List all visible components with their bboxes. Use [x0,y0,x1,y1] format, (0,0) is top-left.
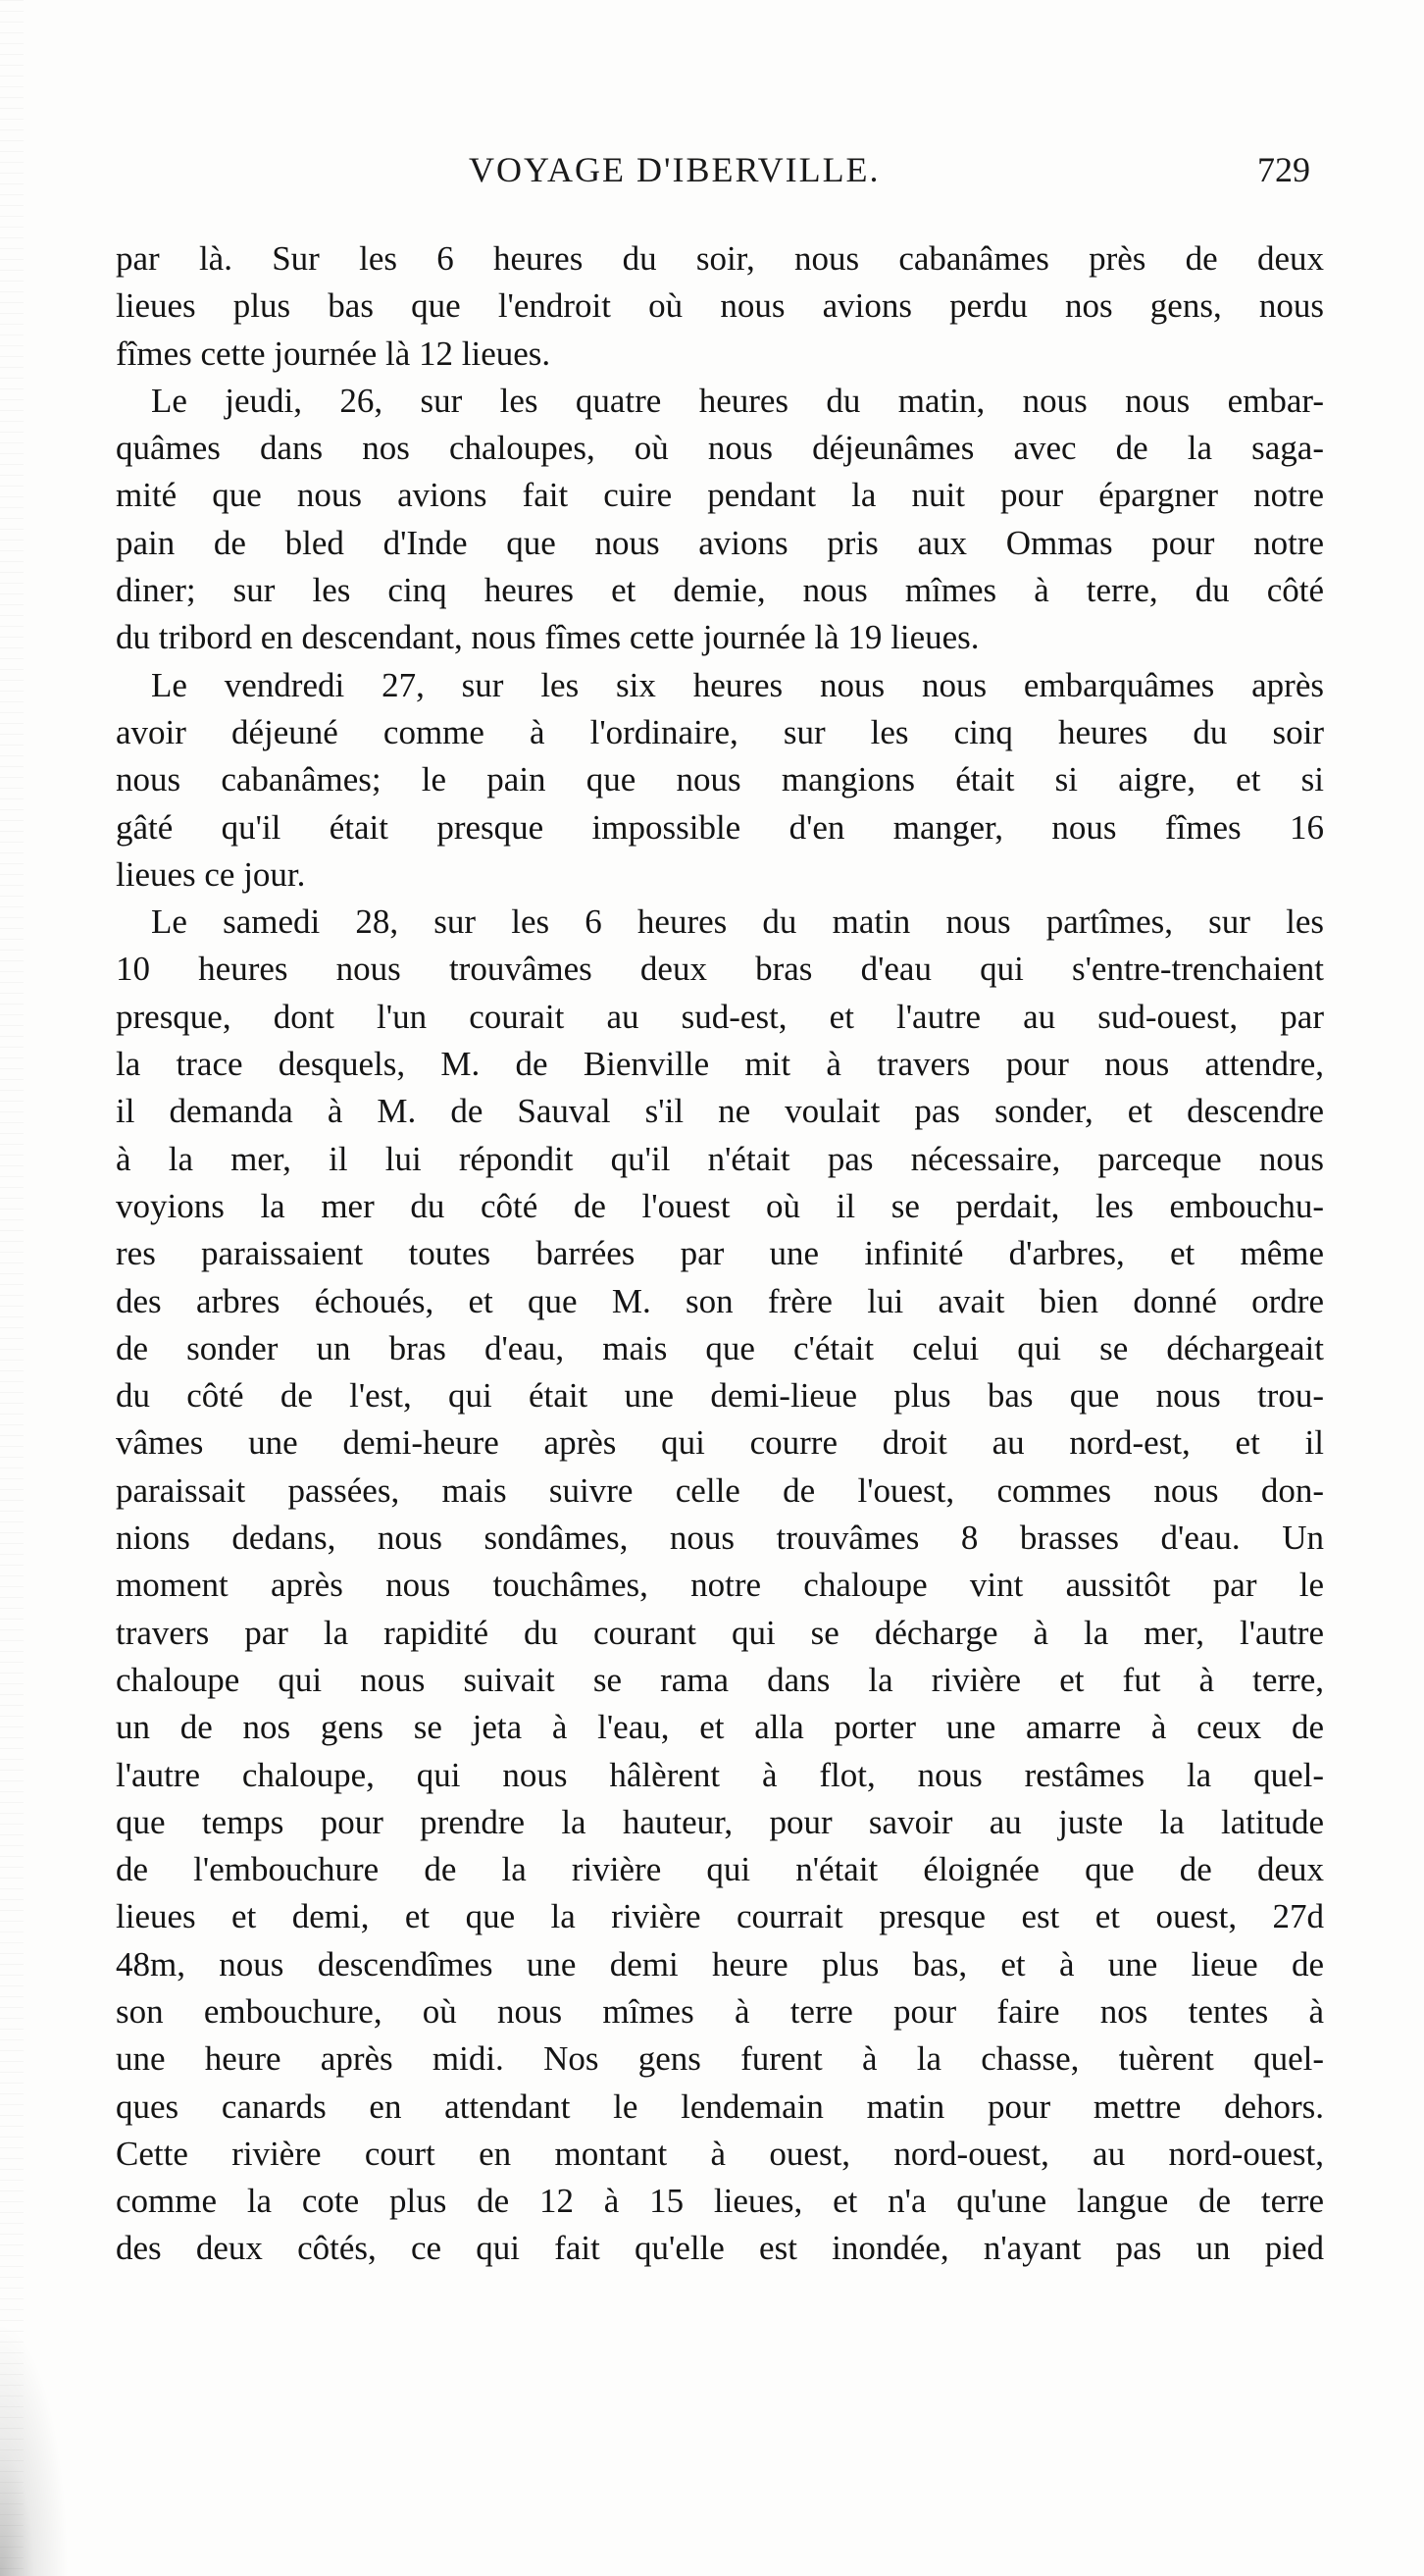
text-line: presque, dont l'un courait au sud-est, et l'autre au sud-ouest, par [116,997,1324,1036]
paragraph-3 [116,662,1324,899]
text-line: un de nos gens se jeta à l'eau, et alla porter une amarre à ceux de [116,1708,1324,1747]
text-line: par là. Sur les 6 heures du soir, nous cabanâmes près de deux [116,239,1324,278]
text-line: du côté de l'est, qui était une demi-lieue plus bas que nous trou- [116,1376,1324,1416]
text-line: mité que nous avions fait cuire pendant la nuit pour épargner notre [116,476,1324,515]
text-line: voyions la mer du côté de l'ouest où il se perdait, les embouchu- [116,1186,1324,1225]
text-line: que temps pour prendre la hauteur, pour savoir au juste la latitude [116,1802,1324,1841]
body-text [116,235,1324,2273]
running-title: VOYAGE D'IBERVILLE. [469,150,881,189]
text-line: son embouchure, où nous mîmes à terre pour faire nos tentes à [116,1991,1324,2031]
text-line: à la mer, il lui répondit qu'il n'était pas nécessaire, parceque nous [116,1139,1324,1178]
text-line: une heure après midi. Nos gens furent à la chasse, tuèrent quel- [116,2039,1324,2079]
text-line: 48m, nous descendîmes une demi heure plus bas, et à une lieue de [116,1944,1324,1984]
text-line: fîmes cette journée là 12 lieues. [116,334,551,373]
text-line: nions dedans, nous sondâmes, nous trouvâmes 8 brasses d'eau. Un [116,1519,1324,1558]
text-line: Le samedi 28, sur les 6 heures du matin nous partîmes, sur les [151,902,1324,942]
paragraph-1 [116,235,1324,378]
text-line: lieues et demi, et que la rivière courrait presque est et ouest, 27d [116,1897,1324,1936]
page-corner-smudge [0,2321,69,2576]
text-line: Cette rivière court en montant à ouest, nord-ouest, au nord-ouest, [116,2134,1324,2173]
text-line: lieues ce jour. [116,854,306,894]
text-line: l'autre chaloupe, qui nous hâlèrent à flot, nous restâmes la quel- [116,1755,1324,1794]
page-number: 729 [1257,150,1310,189]
text-line: avoir déjeuné comme à l'ordinaire, sur les cinq heures du soir [116,712,1324,751]
text-line: vâmes une demi-heure après qui courre droit au nord-est, et il [116,1423,1324,1463]
text-line: Le jeudi, 26, sur les quatre heures du matin, nous nous embar- [151,381,1324,420]
text-line: des arbres échoués, et que M. son frère lui avait bien donné ordre [116,1281,1324,1320]
page-edge-noise [0,0,24,2576]
text-line: la trace desquels, M. de Bienville mit à travers pour nous attendre, [116,1045,1324,1084]
running-header [126,149,1320,204]
text-line: moment après nous touchâmes, notre chaloupe vint aussitôt par le [116,1566,1324,1605]
text-line: du tribord en descendant, nous fîmes cette journée là 19 lieues. [116,618,980,657]
text-line: nous cabanâmes; le pain que nous mangions était si aigre, et si [116,760,1324,799]
text-line: ques canards en attendant le lendemain matin pour mettre dehors. [116,2087,1324,2126]
text-line: gâté qu'il était presque impossible d'en manger, nous fîmes 16 [116,807,1324,847]
text-line: chaloupe qui nous suivait se rama dans la rivière et fut à terre, [116,1660,1324,1699]
text-line: pain de bled d'Inde que nous avions pris aux Ommas pour notre [116,523,1324,562]
paragraph-4 [116,899,1324,2273]
text-line: de l'embouchure de la rivière qui n'était éloignée que de deux [116,1850,1324,1889]
text-line: Le vendredi 27, sur les six heures nous nous embarquâmes après [151,665,1324,704]
text-line: lieues plus bas que l'endroit où nous avions perdu nos gens, nous [116,286,1324,326]
text-line: 10 heures nous trouvâmes deux bras d'eau qui s'entre-trenchaient [116,950,1324,989]
text-line: il demanda à M. de Sauval s'il ne voulait pas sonder, et descendre [116,1092,1324,1131]
text-line: comme la cote plus de 12 à 15 lieues, et n'a qu'une langue de terre [116,2182,1324,2221]
text-line: diner; sur les cinq heures et demie, nous mîmes à terre, du côté [116,571,1324,610]
text-line: res paraissaient toutes barrées par une infinité d'arbres, et même [116,1234,1324,1273]
paragraph-2 [116,378,1324,662]
text-line: quâmes dans nos chaloupes, où nous déjeunâmes avec de la saga- [116,429,1324,468]
text-line: travers par la rapidité du courant qui se décharge à la mer, l'autre [116,1613,1324,1652]
text-line: de sonder un bras d'eau, mais que c'était celui qui se déchargeait [116,1328,1324,1367]
text-line: des deux côtés, ce qui fait qu'elle est inondée, n'ayant pas un pied [116,2229,1324,2268]
text-line: paraissait passées, mais suivre celle de l'ouest, commes nous don- [116,1470,1324,1510]
